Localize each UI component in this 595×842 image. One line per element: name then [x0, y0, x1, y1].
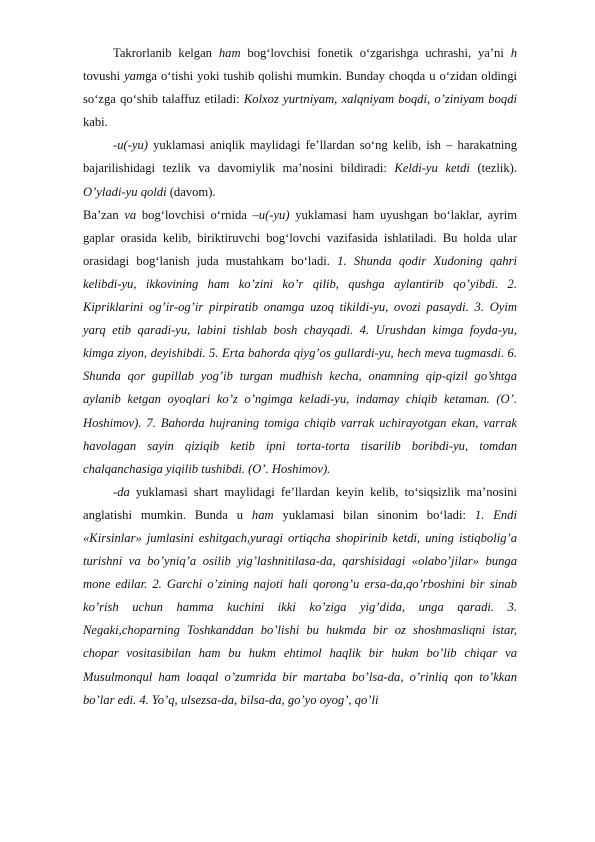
- italic-text-segment: va: [124, 207, 137, 222]
- text-segment: yuklamasi aniqlik maylidagi fe’llardan so‘ng kelib, ish – harakatning bajarilishidagi tezlik va davomiylik ma’nosini bildiradi:: [83, 138, 517, 176]
- text-segment: yuklamasi shart maylidagi fe’llardan keyin kelib, to‘siqsizlik ma’nosini anglatishi mumkin. Bunda u: [83, 484, 517, 522]
- text-segment: -: [113, 138, 118, 153]
- paragraph-1: [83, 42, 517, 134]
- text-segment: tovushi: [83, 69, 125, 84]
- text-segment: yuklamasi bilan sinonim bo‘ladi:: [273, 507, 475, 522]
- document-page: [83, 42, 517, 712]
- italic-text-segment: O’yladi-yu qoldi: [83, 184, 167, 199]
- italic-text-segment: h: [510, 46, 517, 60]
- text-segment: yuklamasi ham uyushgan bo‘laklar, ayrim gaplar orasida kelib, biriktiruvchi bog‘lovchi vazifasida ishlatiladi. Bu holda ular orasidagi bog‘lanish juda mustahkam bo‘ladi.: [83, 207, 517, 268]
- italic-text-segment: Kolxoz yurtniyam, xalqniyam boqdi, o’ziniyam boqdi: [243, 92, 517, 107]
- italic-text-segment: 1. Endi «Kirsinlar» jumlasini eshitgach,yuragi ortiqcha shopirinib ketdi, uning istiqbolig’a turishni va bo’yniq’a osilib yig’lashnitilasa-da, qarshisidagi «olabo’jilar» bunga mone edilar. 2. Garchi o’zining najoti hali qorong’u ersa-da,qo’rboshini bir sinab ko’rish uchun hamma kuchini ikki ko’ziga yig’dida, unga qaradi. 3. Negaki,choparning Toshkanddan bo’lishi bu hukmda bir oz shoshmasliqni istar, chopar vositasibilan ham bu hukm ehtimol haqlik bir hukm bo’lib chiqar va Musulmonqul ham loaqal o’zumrida bir martaba bo’lsa-da, o’rinliq qon to’kkan bo’lar edi. 4. Yo’q, ulsezsa-da, bilsa-da, go’yo oyog’, qo’li: [83, 507, 517, 707]
- italic-text-segment: 1. Shunda qodir Xudoning qahri kelibdi-yu, ikkovining ham ko’zini ko’r qilib, qushga aylantirib qo’yibdi. 2. Kipriklarini og’ir-og’ir pirpiratib onamga uzoq tikildi-yu, ovozi pasaydi. 3. Oyim yarq etib qaradi-yu, labini tishlab bosh chayqadi. 4. Urushdan kimga foyda-yu, kimga ziyon, deyishibdi. 5. Erta bahorda qiyg’os gullardi-yu, hech meva tugmasdi. 6. Shunda qor gupillab yog’ib turgan mudhish kecha, onamning qip-qizil go’shtga aylanib ketgan oyoqlari ko’z o’ngimga keladi-yu, indamay chiqib ketaman. (O’. Hoshimov). 7. Bahorda hujraning tomiga chiqib varrak uchirayotgan ekan, varrak havolagan sayin qiziqib ketib ipni torta-torta tisarilib boribdi-yu, tomdan chalqanchasiga yiqilib tushibdi. (O’. Hoshimov).: [83, 253, 517, 476]
- italic-text-segment: yam: [124, 69, 146, 84]
- text-segment: kabi.: [83, 115, 108, 130]
- text-segment: Takrorlanib kelgan: [113, 46, 219, 60]
- text-segment: (davom).: [166, 184, 216, 199]
- paragraph-3: [83, 204, 517, 481]
- text-segment: Ba’zan: [83, 207, 125, 222]
- italic-text-segment: ham: [251, 507, 274, 522]
- italic-text-segment: Keldi-yu ketdi: [394, 161, 470, 176]
- text-segment: ga o‘tishi yoki tushib qolishi mumkin. Bunday choqda u o‘zidan oldingi so‘zga qo‘shib talaffuz etiladi:: [83, 69, 517, 107]
- paragraph-4: [83, 481, 517, 712]
- text-segment: -: [113, 484, 118, 499]
- italic-text-segment: da: [117, 484, 130, 499]
- paragraph-2: [83, 134, 517, 203]
- text-segment: (tezlik).: [469, 161, 517, 176]
- italic-text-segment: u(-yu): [258, 207, 290, 222]
- italic-text-segment: u(-yu): [117, 138, 148, 153]
- text-segment: bog‘lovchisi o‘rnida –: [136, 207, 259, 222]
- text-segment: bog‘lovchisi fonetik o‘zgarishga uchrashi, ya’ni: [240, 46, 511, 60]
- italic-text-segment: ham: [218, 46, 241, 60]
